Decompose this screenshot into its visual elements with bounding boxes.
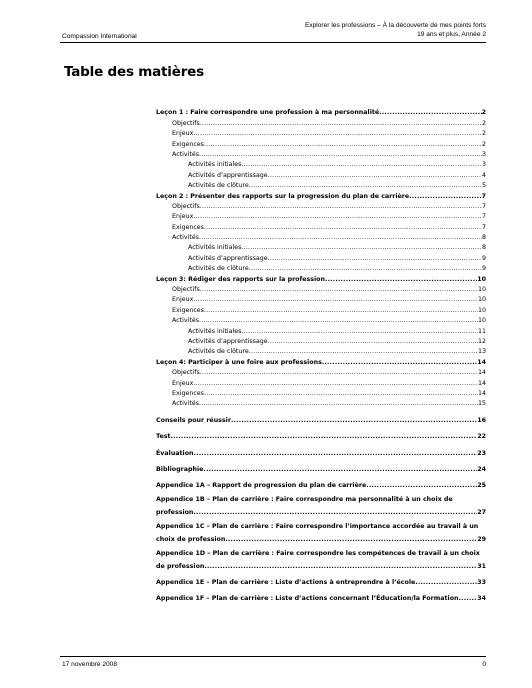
- toc-page-number: 12: [477, 337, 486, 345]
- toc-dot-leader: [200, 369, 478, 376]
- toc-entry-continuation: [156, 559, 486, 569]
- toc-entry[interactable]: [156, 413, 486, 423]
- toc-dot-leader: [241, 328, 478, 335]
- toc-entry-text: Objectifs: [172, 369, 200, 377]
- toc-entry-text: Appendice 1C – Plan de carrière : Faire correspondre l’importance accordée au travail à un: [156, 523, 479, 531]
- toc-entry-text: Activités de clôture: [188, 348, 249, 356]
- toc-entry[interactable]: [156, 179, 486, 189]
- toc-page-number: 2: [481, 119, 486, 127]
- toc-entry-text: Activités: [172, 317, 199, 325]
- toc-entry-text: Exigences: [172, 140, 204, 148]
- toc-entry-text: Appendice 1D – Plan de carrière : Faire correspondre les compétences de travail à un choix: [156, 549, 480, 557]
- toc-entry-text: Leçon 1 : Faire correspondre une profession à ma personnalité: [156, 109, 380, 117]
- toc-page-number: 27: [477, 509, 486, 517]
- toc-page-number: 29: [477, 535, 486, 543]
- toc-dot-leader: [268, 255, 482, 262]
- toc-dot-leader: [199, 151, 482, 158]
- toc-dot-leader: [241, 244, 482, 251]
- toc-page-number: 31: [477, 562, 486, 570]
- toc-page-number: 13: [477, 348, 486, 356]
- toc-entry[interactable]: [156, 549, 486, 570]
- toc-entry-text: Exigences: [172, 223, 204, 231]
- toc-dot-leader: [225, 536, 477, 543]
- header-org: Compassion International: [62, 33, 137, 40]
- header-title-line1: Explorer les professions – À la découverte de mes points forts: [304, 22, 486, 29]
- toc-dot-leader: [193, 380, 478, 387]
- toc-dot-leader: [203, 466, 477, 473]
- toc-dot-leader: [366, 482, 477, 489]
- toc-entry-text: Activités: [172, 234, 199, 242]
- toc-page-number: 14: [477, 358, 486, 366]
- toc-entry[interactable]: [156, 106, 486, 116]
- toc-dot-leader: [409, 193, 481, 200]
- toc-dot-leader: [193, 213, 482, 220]
- toc-dot-leader: [204, 307, 478, 314]
- toc-page-number: 9: [481, 254, 486, 262]
- footer-rule: [60, 656, 486, 657]
- toc-page-number: 10: [477, 286, 486, 294]
- toc-dot-leader: [249, 182, 482, 189]
- toc-dot-leader: [325, 276, 477, 283]
- toc-dot-leader: [199, 234, 482, 241]
- toc-page-number: 23: [477, 449, 486, 457]
- toc-entry-text: Activités initiales: [188, 161, 242, 169]
- toc-entry-text: Enjeux: [172, 296, 194, 304]
- toc-dot-leader: [204, 390, 478, 397]
- toc-page-number: 33: [477, 579, 486, 587]
- toc-dot-leader: [193, 509, 477, 516]
- toc-entry[interactable]: [156, 376, 486, 386]
- toc-entry[interactable]: [156, 303, 486, 313]
- toc-dot-leader: [268, 338, 478, 345]
- toc-entry[interactable]: [156, 430, 486, 440]
- toc-entry[interactable]: [156, 345, 486, 355]
- toc-entry-text: Leçon 2 : Présenter des rapports sur la progression du plan de carrière: [156, 192, 410, 200]
- toc-dot-leader: [459, 595, 478, 602]
- toc-entry-continuation: [156, 532, 486, 542]
- toc-dot-leader: [200, 203, 482, 210]
- toc-entry-text: Objectifs: [172, 202, 200, 210]
- toc-entry-text: Leçon 4: Participer à une foire aux professions: [156, 358, 322, 366]
- toc-entry-text: Test: [156, 433, 171, 441]
- toc-dot-leader: [204, 224, 482, 231]
- toc-entry[interactable]: [156, 251, 486, 261]
- footer-page-number: 0: [482, 661, 486, 668]
- header-rule: [60, 42, 486, 43]
- toc-page-number: 3: [481, 150, 486, 158]
- toc-entry-text: Activités: [172, 150, 199, 158]
- toc-entry-text: Objectifs: [172, 119, 200, 127]
- toc-dot-leader: [200, 286, 478, 293]
- toc-entry-text: Enjeux: [172, 379, 194, 387]
- toc-entry[interactable]: [156, 200, 486, 210]
- toc-entry[interactable]: [156, 116, 486, 126]
- toc-entry[interactable]: [156, 158, 486, 168]
- toc-page-number: 10: [477, 275, 486, 283]
- toc-entry-continuation: [156, 506, 486, 516]
- toc-dot-leader: [193, 130, 482, 137]
- toc-page-number: 7: [481, 223, 486, 231]
- toc-dot-leader: [171, 433, 478, 440]
- toc-entry-text: Évaluation: [156, 449, 194, 457]
- toc-page-number: 14: [477, 389, 486, 397]
- toc-entry[interactable]: [156, 592, 486, 602]
- toc-entry-text: Activités initiales: [188, 244, 242, 252]
- toc-page-number: 10: [477, 306, 486, 314]
- toc-entry[interactable]: [156, 272, 486, 282]
- toc-entry-text: Activités d’apprentissage: [188, 337, 268, 345]
- toc-page-number: 2: [481, 130, 486, 138]
- toc-dot-leader: [231, 417, 477, 424]
- toc-dot-leader: [415, 579, 477, 586]
- toc-entry-text: Objectifs: [172, 286, 200, 294]
- toc-entry[interactable]: [156, 366, 486, 376]
- toc-entry[interactable]: [156, 137, 486, 147]
- toc-dot-leader: [193, 296, 478, 303]
- toc-entry-text-cont: de profession: [156, 562, 205, 570]
- toc-page-number: 25: [477, 482, 486, 490]
- toc-entry-text: Activités de clôture: [188, 182, 249, 190]
- toc-entry[interactable]: [156, 293, 486, 303]
- toc-entry-text: Appendice 1F – Plan de carrière : Liste d’actions concernant l’Éducation/la Formation: [156, 595, 459, 603]
- toc-page-number: 7: [481, 213, 486, 221]
- toc-page-number: 11: [477, 327, 486, 335]
- toc-dot-leader: [322, 359, 477, 366]
- toc-dot-leader: [204, 141, 482, 148]
- toc-entry[interactable]: [156, 231, 486, 241]
- toc-page-number: 7: [481, 192, 486, 200]
- toc-entry[interactable]: [156, 522, 486, 543]
- toc-entry-text-cont: profession: [156, 509, 194, 517]
- toc-dot-leader: [194, 450, 478, 457]
- toc-entry[interactable]: [156, 314, 486, 324]
- toc-dot-leader: [199, 400, 478, 407]
- toc-entry[interactable]: [156, 495, 486, 516]
- toc-entry-text: Appendice 1A – Rapport de progression du plan de carrière: [156, 482, 367, 490]
- toc-entry-text: Enjeux: [172, 130, 194, 138]
- toc-entry[interactable]: [156, 241, 486, 251]
- toc-entry-text: Bibliographie: [156, 465, 204, 473]
- toc-entry-text: Activités initiales: [188, 327, 242, 335]
- toc-entry-text: Appendice 1E – Plan de carrière : Liste d’actions à entreprendre à l’école: [156, 579, 416, 587]
- toc-entry-text: Leçon 3: Rédiger des rapports sur la profession: [156, 275, 325, 283]
- toc-page-number: 16: [477, 416, 486, 424]
- toc-entry[interactable]: [156, 355, 486, 365]
- toc-page-number: 9: [481, 265, 486, 273]
- toc-page-number: 4: [481, 171, 486, 179]
- toc-entry-text: Conseils pour réussir: [156, 416, 231, 424]
- toc-page-number: 7: [481, 202, 486, 210]
- toc-entry[interactable]: [156, 283, 486, 293]
- page-title: Table des matières: [64, 64, 204, 80]
- toc-page-number: 8: [481, 244, 486, 252]
- toc-dot-leader: [200, 120, 482, 127]
- toc-page-number: 10: [477, 317, 486, 325]
- toc-entry[interactable]: [156, 148, 486, 158]
- toc-entry[interactable]: [156, 576, 486, 586]
- footer-date: 17 novembre 2008: [62, 661, 117, 668]
- toc-entry-text: Enjeux: [172, 213, 194, 221]
- toc-page-number: 34: [477, 595, 486, 603]
- toc-entry[interactable]: [156, 262, 486, 272]
- toc-page-number: 14: [477, 369, 486, 377]
- toc-entry-text: Activités d’apprentissage: [188, 254, 268, 262]
- toc-dot-leader: [268, 172, 482, 179]
- toc-dot-leader: [204, 563, 477, 570]
- toc-page-number: 10: [477, 296, 486, 304]
- toc-entry[interactable]: [156, 335, 486, 345]
- header-title-line2: 19 ans et plus, Année 2: [417, 30, 486, 38]
- toc-entry[interactable]: [156, 189, 486, 199]
- toc-entry[interactable]: [156, 220, 486, 230]
- toc-dot-leader: [249, 265, 482, 272]
- toc-entry-text: Activités: [172, 400, 199, 408]
- toc-entry[interactable]: [156, 387, 486, 397]
- toc-page-number: 2: [481, 140, 486, 148]
- toc-page-number: 3: [481, 161, 486, 169]
- toc-page-number: 2: [481, 109, 486, 117]
- toc-entry[interactable]: [156, 463, 486, 473]
- toc-page-number: 8: [481, 234, 486, 242]
- toc-entry-text-cont: choix de profession: [156, 535, 226, 543]
- toc-entry[interactable]: [156, 210, 486, 220]
- toc-entry-text: Exigences: [172, 389, 204, 397]
- toc-dot-leader: [249, 348, 478, 355]
- toc-entry-text: Activités de clôture: [188, 265, 249, 273]
- toc-page-number: 5: [481, 182, 486, 190]
- toc-entry[interactable]: [156, 127, 486, 137]
- toc-entry-text: Activités d’apprentissage: [188, 171, 268, 179]
- toc-dot-leader: [199, 317, 478, 324]
- table-of-contents: [156, 106, 486, 602]
- toc-entry[interactable]: [156, 446, 486, 456]
- toc-entry[interactable]: [156, 168, 486, 178]
- header-title: [305, 22, 486, 39]
- toc-entry-text: Appendice 1B – Plan de carrière : Faire correspondre ma personnalité à un choix de: [156, 496, 453, 504]
- toc-page-number: 24: [477, 465, 486, 473]
- toc-page-number: 22: [477, 433, 486, 441]
- toc-dot-leader: [241, 161, 482, 168]
- toc-dot-leader: [379, 109, 481, 116]
- toc-page-number: 15: [477, 400, 486, 408]
- toc-entry[interactable]: [156, 324, 486, 334]
- toc-entry-text: Exigences: [172, 306, 204, 314]
- toc-page-number: 14: [477, 379, 486, 387]
- toc-entry[interactable]: [156, 397, 486, 407]
- toc-entry[interactable]: [156, 479, 486, 489]
